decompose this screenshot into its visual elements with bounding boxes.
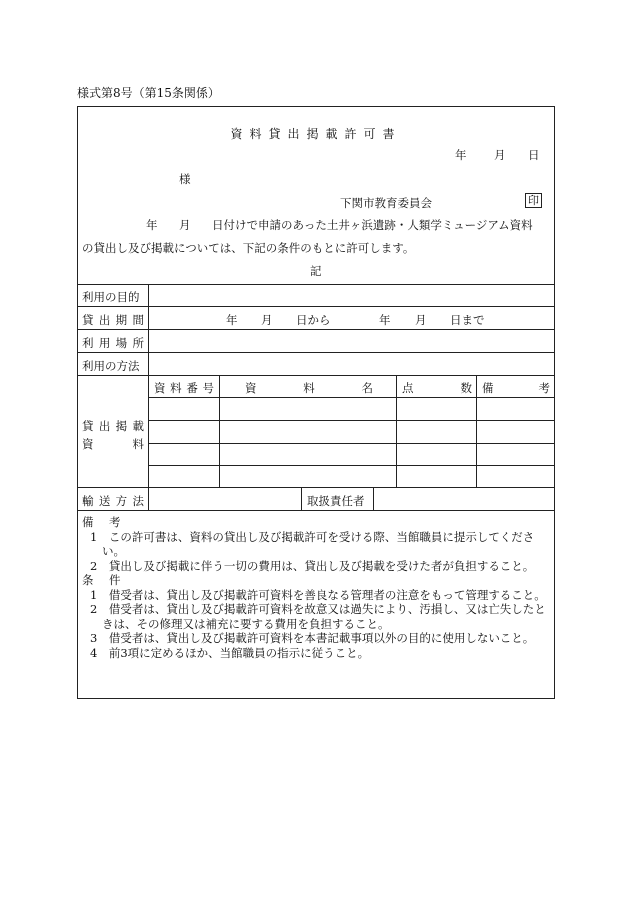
label-transport: 輸 送 方 法: [82, 494, 144, 508]
period-year2: 年: [379, 313, 391, 327]
jouken-item-3: 3 借受者は、貸出し及び掲載許可資料を本書記載事項以外の目的に使用しないこと。: [90, 631, 535, 645]
body-line1: 日付けで申請のあった土井ヶ浜遺跡・人類学ミュージアム資料: [212, 218, 533, 232]
jouken-item-2: 2 借受者は、貸出し及び掲載許可資料を故意又は過失により、汚損し、又は亡失したときは、その修理又は補充に要する費用を負担すること。: [90, 602, 546, 631]
label-purpose: 利用の目的: [82, 290, 140, 304]
label-method: 利用の方法: [82, 359, 140, 373]
body-year: 年: [146, 218, 158, 232]
col-count: 点 数: [402, 381, 472, 395]
label-manager: 取扱責任者: [307, 494, 365, 508]
date-day: 日: [528, 148, 540, 162]
notes-section: [82, 515, 552, 660]
label-place: 利 用 場 所: [82, 336, 144, 350]
seal-mark: 印: [525, 193, 542, 208]
issuer-name: 下関市教育委員会: [340, 196, 432, 210]
body-line2: の貸出し及び掲載については、下記の条件のもとに許可します。: [82, 241, 415, 255]
label-materials-2: 資 料: [82, 437, 144, 451]
period-month2: 月: [415, 313, 427, 327]
body-month: 月: [179, 218, 191, 232]
period-until: 日まで: [450, 313, 485, 327]
col-note: 備 考: [482, 381, 550, 395]
jouken-item-1: 1 借受者は、貸出し及び掲載許可資料を善良なる管理者の注意をもって管理すること。: [90, 587, 546, 602]
label-materials-1: 貸 出 掲 載: [82, 419, 144, 433]
bikou-heading: 備 考: [82, 515, 123, 529]
date-year: 年: [455, 148, 467, 162]
period-month1: 月: [261, 313, 273, 327]
ki-mark: 記: [310, 264, 322, 278]
period-year1: 年: [226, 313, 238, 327]
col-name: 資 料 名: [245, 381, 373, 395]
bikou-item-1: 1 この許可書は、資料の貸出し及び掲載許可を受ける際、当館職員に提示してください。: [90, 529, 535, 558]
period-from: 日から: [296, 313, 331, 327]
recipient-suffix: 様: [179, 172, 191, 186]
col-number: 資 料 番 号: [154, 381, 214, 395]
form-number: 様式第8号（第15条関係）: [77, 86, 220, 100]
date-month: 月: [494, 148, 506, 162]
permit-form: [77, 106, 555, 699]
jouken-heading: 条 件: [82, 573, 123, 587]
label-period: 貸 出 期 間: [82, 313, 144, 327]
form-title: 資料貸出掲載許可書: [230, 127, 402, 141]
bikou-item-2: 2 貸出し及び掲載に伴う一切の費用は、貸出し及び掲載を受けた者が負担すること。: [90, 558, 535, 573]
jouken-item-4: 4 前3項に定めるほか、当館職員の指示に従うこと。: [90, 645, 370, 660]
